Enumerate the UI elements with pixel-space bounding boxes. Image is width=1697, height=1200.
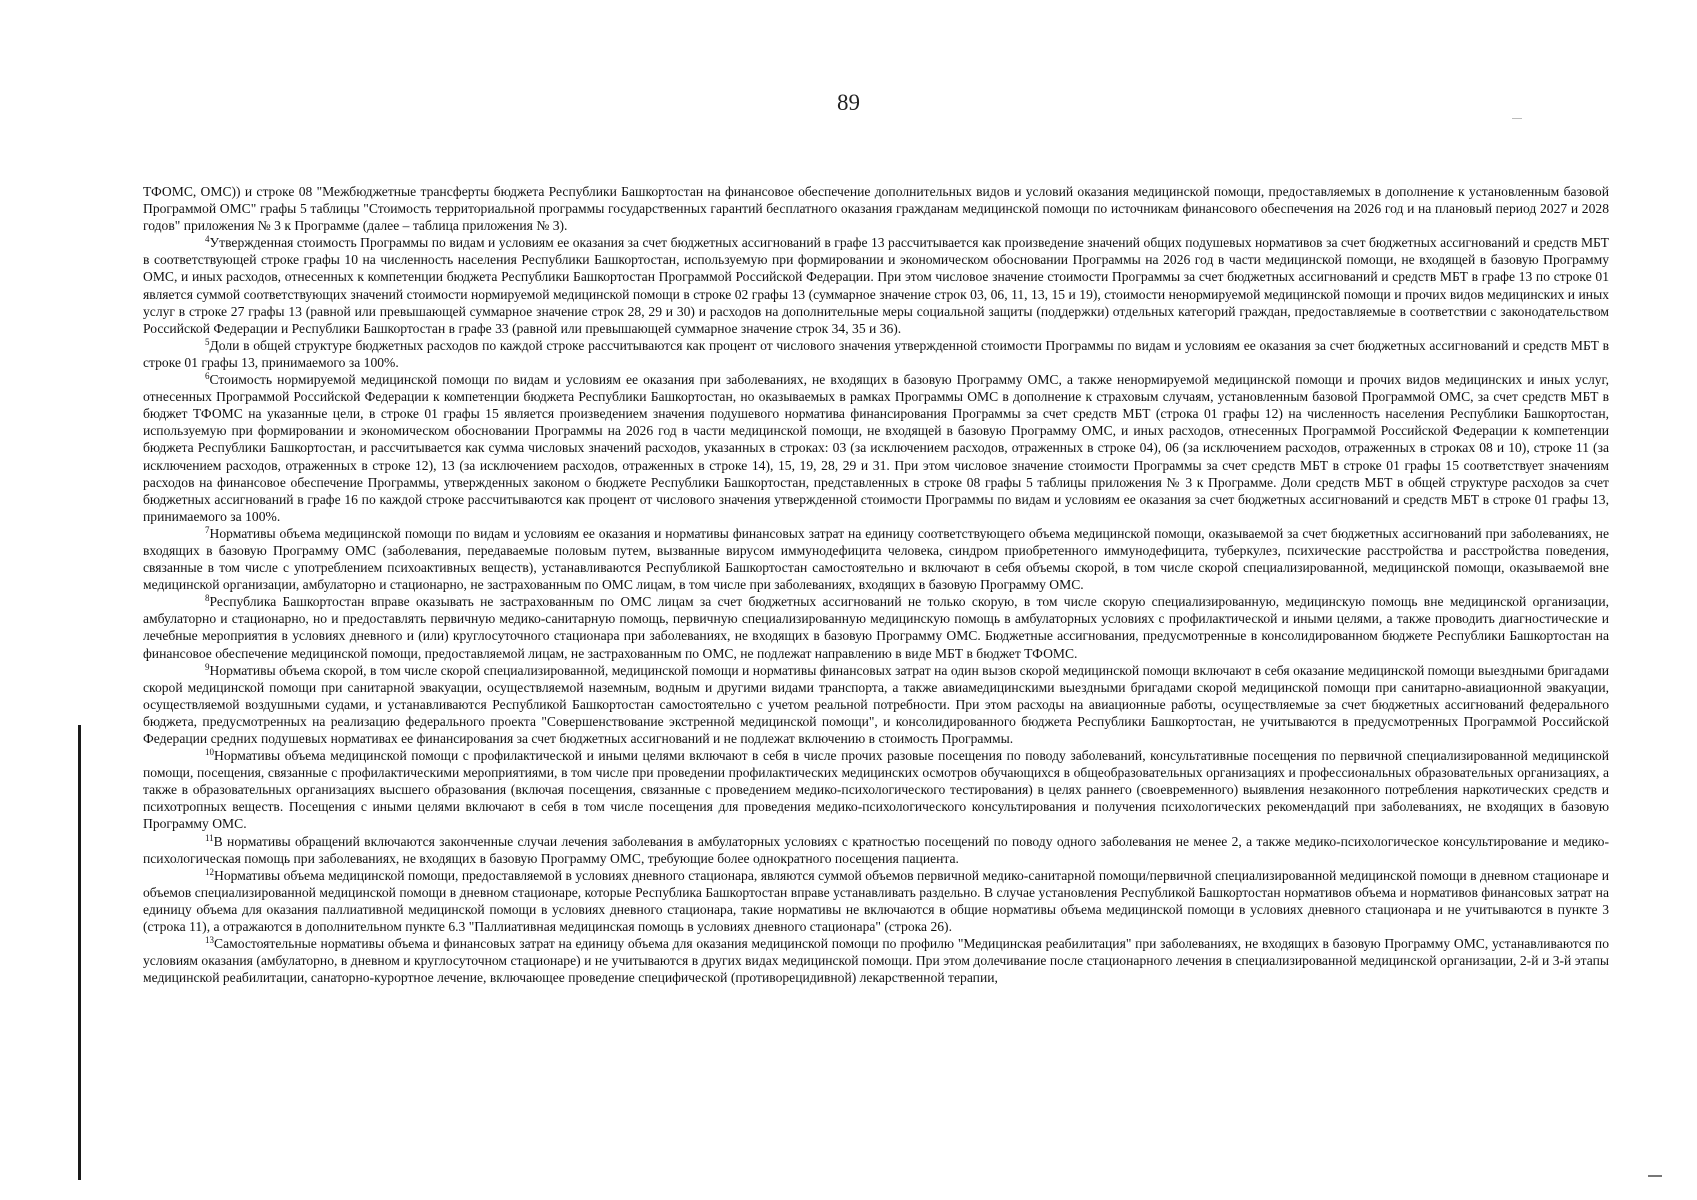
footnote-5: [143, 337, 1609, 371]
page-number: 89: [837, 90, 860, 115]
footnote-marker: 6: [205, 371, 210, 382]
footnote-12: [143, 867, 1609, 935]
footnote-marker: 11: [205, 832, 214, 843]
document-body: [143, 183, 1609, 986]
footnote-marker: 4: [205, 234, 210, 245]
paragraph-continuation: [143, 183, 1609, 234]
footnote-11: [143, 833, 1609, 867]
footnote-text: Доли в общей структуре бюджетных расходов по каждой строке рассчитываются как процент от числового значения утвержденной стоимости Программы по видам и условиям ее оказания за счет бюджетных ассигнований и средств МБТ в строке 01 графы 13, принимаемого за 100%.: [143, 337, 1609, 370]
scan-margin-line: [78, 725, 81, 1180]
footnote-marker: 12: [205, 866, 214, 877]
footnote-marker: 9: [205, 661, 210, 672]
footnote-marker: 5: [205, 336, 210, 347]
footnote-text: Стоимость нормируемой медицинской помощи по видам и условиям ее оказания при заболеваниях, не входящих в базовую Программу ОМС, а также ненормируемой медицинской помощи и прочих видов медицинских и иных услуг, отнесенных Программой Российской Федерации к компетенции бюджета Республики Башкортостан, но оказываемых в рамках Программы ОМС в дополнение к страховым случаям, установленным базовой Программой ОМС, за счет средств МБТ в бюджет ТФОМС на указанные цели, в строке 01 графы 15 является произведением значения подушевого норматива финансирования Программы за счет средств МБТ (строка 01 графы 12) на численность населения Республики Башкортостан, используемую при формировании и экономическом обосновании Программы на 2026 год в части медицинской помощи, не входящей в базовую Программу ОМС, и иных расходов, отнесенных Программой Российской Федерации к компетенции бюджета Республики Башкортостан, и рассчитывается как сумма числовых значений расходов, указанных в строках: 03 (за исключением расходов, отраженных в строке 04), 06 (за исключением расходов, отраженных в строках 08 и 10), строке 11 (за исключением расходов, отраженных в строке 12), 13 (за исключением расходов, отраженных в строке 14), 15, 19, 28, 29 и 31. При этом числовое значение стоимости Программы за счет средств МБТ в строке 01 графы 15 соответствует значениям расходов на финансовое обеспечение Программы, утвержденных законом о бюджете Республики Башкортостан, представленных в строке 08 графы 5 таблицы приложения № 3 к Программе. Доли средств МБТ в общей структуре расходов за счет бюджетных ассигнований в графе 16 по каждой строке рассчитываются как процент от числового значения утвержденной стоимости Программы по видам и условиям ее оказания за счет бюджетных ассигнований и средств МБТ в строке 01 графы 13, принимаемого за 100%.: [143, 372, 1609, 524]
scan-speck: [1648, 1175, 1662, 1177]
footnote-6: [143, 371, 1609, 525]
footnote-text: Нормативы объема медицинской помощи по видам и условиям ее оказания и нормативы финансовых затрат на единицу соответствующего объема медицинской помощи, оказываемой за счет бюджетных ассигнований при заболеваниях, не входящих в базовую Программу ОМС (заболевания, передаваемые половым путем, вызванные вирусом иммунодефицита человека, синдром приобретенного иммунодефицита, туберкулез, психические расстройства и расстройства поведения, связанные в том числе с употреблением психоактивных веществ), устанавливаются Республикой Башкортостан самостоятельно и включают в себя объемы скорой, в том числе скорой специализированной, медицинской помощи, оказываемой вне медицинской организации, амбулаторно и стационарно, не застрахованным по ОМС лицам, в том числе при заболеваниях, входящих в базовую Программу ОМС.: [143, 525, 1609, 593]
footnote-text: Самостоятельные нормативы объема и финансовых затрат на единицу объема для оказания медицинской помощи по профилю "Медицинская реабилитация" при заболеваниях, не входящих в базовую Программу ОМС, устанавливаются по условиям оказания (амбулаторно, в дневном и круглосуточном стационаре) и не учитываются в других видах медицинской помощи. При этом долечивание после стационарного лечения в специализированной медицинской организации, 2-й и 3-й этапы медицинской реабилитации, санаторно-курортное лечение, включающее проведение специфической (противорецидивной) лекарственной терапии,: [143, 936, 1609, 986]
footnote-text: Республика Башкортостан вправе оказывать не застрахованным по ОМС лицам за счет бюджетных ассигнований не только скорую, в том числе скорую специализированную, медицинскую помощь вне медицинской организации, амбулаторно и стационарно, но и предоставлять первичную медико-санитарную помощь, первичную специализированную медицинскую помощь в амбулаторных условиях с профилактической и иными целями, а также проводить диагностические и лечебные мероприятия в условиях дневного и (или) круглосуточного стационара при заболеваниях, не входящих в базовую Программу ОМС. Бюджетные ассигнования, предусмотренные в консолидированном бюджете Республики Башкортостан на финансовое обеспечение медицинской помощи, предоставляемой лицам, не застрахованным по ОМС, не подлежат направлению в виде МБТ в бюджет ТФОМС.: [143, 594, 1609, 661]
footnote-marker: 10: [205, 747, 214, 758]
scan-speck: [1512, 118, 1522, 119]
footnote-7: [143, 525, 1609, 593]
footnote-marker: 8: [205, 593, 210, 604]
footnote-marker: 13: [205, 935, 214, 946]
footnote-text: Нормативы объема медицинской помощи с профилактической и иными целями включают в себя в числе прочих разовые посещения по поводу заболеваний, консультативные посещения по первичной специализированной медицинской помощи, посещения, связанные с профилактическими мероприятиями, в том числе при проведении профилактических медицинских осмотров обучающихся в общеобразовательных организациях и профессиональных образовательных организациях, а также в образовательных организациях высшего образования (включая посещения, связанные с проведением медико-психологического тестирования) в целях раннего (своевременного) выявления незаконного потребления наркотических средств и психотропных веществ. Посещения с иными целями включают в себя в том числе посещения для проведения медико-психологического консультирования и получения психологических рекомендаций при заболеваниях, не входящих в базовую Программу ОМС.: [143, 748, 1609, 832]
footnote-marker: 7: [205, 524, 210, 535]
footnote-8: [143, 593, 1609, 661]
footnote-text: Нормативы объема скорой, в том числе скорой специализированной, медицинской помощи и нормативы финансовых затрат на один вызов скорой медицинской помощи включают в себя оказание медицинской помощи выездными бригадами скорой медицинской помощи при санитарной эвакуации, осуществляемой наземным, водным и другими видами транспорта, а также авиамедицинскими выездными бригадами скорой медицинской помощи при санитарно-авиационной эвакуации, осуществляемой воздушными судами, и устанавливаются Республикой Башкортостан самостоятельно с учетом реальной потребности. При этом расходы на авиационные работы, осуществляемые за счет бюджетных ассигнований федерального бюджета, предусмотренных на реализацию федерального проекта "Совершенствование экстренной медицинской помощи", и консолидированного бюджета Республики Башкортостан, не учитываются в предусмотренных Программой Российской Федерации средних подушевых нормативах ее финансирования за счет бюджетных ассигнований и не подлежат включению в стоимость Программы.: [143, 662, 1609, 746]
footnote-text: В нормативы обращений включаются законченные случаи лечения заболевания в амбулаторных условиях с кратностью посещений по поводу одного заболевания не менее 2, а также медико-психологическое консультирование и медико-психологическая помощь при заболеваниях, не входящих в базовую Программу ОМС, требующие более однократного посещения пациента.: [143, 833, 1609, 866]
footnote-13: [143, 935, 1609, 986]
footnote-10: [143, 747, 1609, 832]
footnote-text: Утвержденная стоимость Программы по видам и условиям ее оказания за счет бюджетных ассигнований в графе 13 рассчитывается как произведение значений общих подушевых нормативов за счет бюджетных ассигнований и средств МБТ в соответствующей строке графы 10 на численность населения Республики Башкортостан, используемую при формировании и экономическом обосновании Программы на 2026 год в части медицинской помощи, не входящей в базовую Программу ОМС, и иных расходов, отнесенных к компетенции бюджета Республики Башкортостан Программой Российской Федерации. При этом числовое значение стоимости Программы за счет бюджетных ассигнований и средств МБТ в графе 13 по строке 01 является суммой соответствующих значений стоимости нормируемой медицинской помощи в строке 02 графы 13 (суммарное значение строк 03, 06, 11, 13, 15 и 19), стоимости ненормируемой медицинской помощи и прочих видов медицинских и иных услуг в строке 27 графы 13 (равной или превышающей суммарное значение строк 28, 29 и 30) и расходов на дополнительные меры социальной защиты (поддержки) отдельных категорий граждан, предоставляемые в соответствии с законодательством Российской Федерации и Республики Башкортостан в графе 33 (равной или превышающей суммарное значение строк 34, 35 и 36).: [143, 235, 1609, 336]
footnote-9: [143, 662, 1609, 747]
paragraph-text: ТФОМС, ОМС)) и строке 08 "Межбюджетные трансферты бюджета Республики Башкортостан на финансовое обеспечение дополнительных видов и условий оказания медицинской помощи, предоставляемых в дополнение к установленным базовой Программой ОМС" графы 5 таблицы "Стоимость территориальной программы государственных гарантий бесплатного оказания гражданам медицинской помощи по источникам финансового обеспечения на 2026 год и на плановый период 2027 и 2028 годов" приложения № 3 к Программе (далее – таблица приложения № 3).: [143, 184, 1609, 234]
footnote-text: Нормативы объема медицинской помощи, предоставляемой в условиях дневного стационара, являются суммой объемов первичной медико-санитарной помощи/первичной специализированной медицинской помощи в дневном стационаре и объемов специализированной медицинской помощи в дневном стационаре, которые Республика Башкортостан вправе устанавливать раздельно. В случае установления Республикой Башкортостан нормативов объема и нормативов финансовых затрат на единицу объема для оказания паллиативной медицинской помощи в условиях дневного стационара, такие нормативы не включаются в общие нормативы объема медицинской помощи в условиях дневного стационара и не учитываются в пункте 3 (строка 11), а отражаются в дополнительном пункте 6.3 "Паллиативная медицинская помощь в условиях дневного стационара" (строка 26).: [143, 867, 1609, 935]
footnote-4: [143, 234, 1609, 337]
